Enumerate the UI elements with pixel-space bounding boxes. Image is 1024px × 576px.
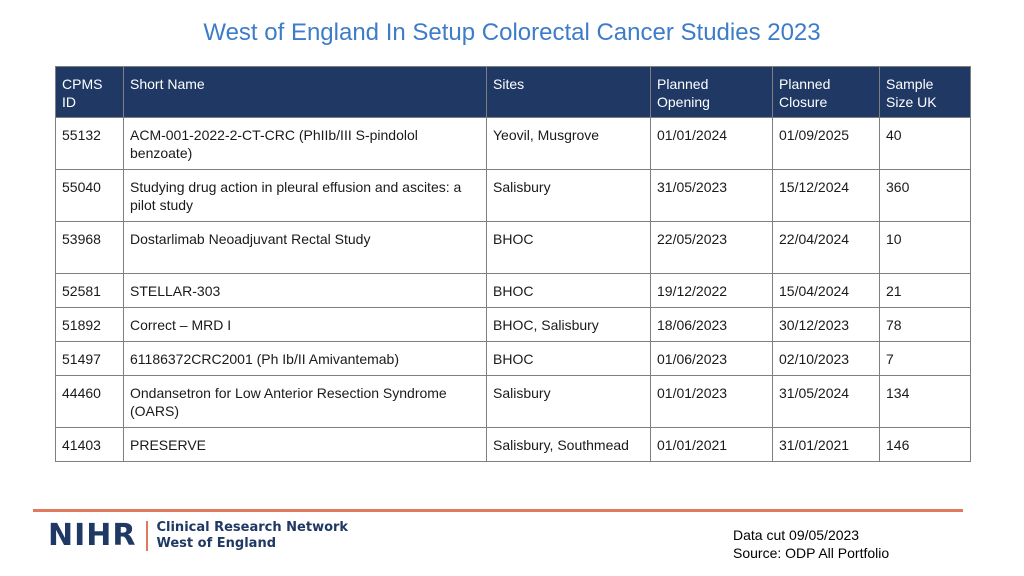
- cell-sites: BHOC: [487, 222, 651, 274]
- table-row: [56, 170, 971, 222]
- cell-cpms-id: 55132: [56, 118, 124, 170]
- cell-sites: Salisbury: [487, 170, 651, 222]
- table-row: [56, 428, 971, 462]
- page-title: West of England In Setup Colorectal Cancer Studies 2023: [203, 19, 821, 46]
- cell-planned-opening: 18/06/2023: [651, 308, 773, 342]
- cell-planned-opening: 01/01/2024: [651, 118, 773, 170]
- cell-sample-size: 78: [880, 308, 971, 342]
- cell-planned-opening: 01/01/2021: [651, 428, 773, 462]
- cell-short-name: PRESERVE: [124, 428, 487, 462]
- cell-sample-size: 134: [880, 376, 971, 428]
- cell-short-name: Correct – MRD I: [124, 308, 487, 342]
- cell-planned-closure: 02/10/2023: [773, 342, 880, 376]
- cell-planned-closure: 30/12/2023: [773, 308, 880, 342]
- cell-cpms-id: 51892: [56, 308, 124, 342]
- cell-planned-closure: 31/05/2024: [773, 376, 880, 428]
- cell-sample-size: 40: [880, 118, 971, 170]
- header-sites: Sites: [487, 67, 651, 118]
- studies-table: [55, 66, 971, 462]
- cell-cpms-id: 52581: [56, 274, 124, 308]
- data-source-note: [733, 526, 889, 562]
- header-sample-size: Sample Size UK: [880, 67, 971, 118]
- cell-sites: Salisbury, Southmead: [487, 428, 651, 462]
- footer-divider: [33, 509, 963, 512]
- cell-sample-size: 7: [880, 342, 971, 376]
- header-planned-opening: Planned Opening: [651, 67, 773, 118]
- cell-short-name: Dostarlimab Neoadjuvant Rectal Study: [124, 222, 487, 274]
- cell-planned-closure: 01/09/2025: [773, 118, 880, 170]
- cell-short-name: ACM-001-2022-2-CT-CRC (PhIIb/III S-pindolol benzoate): [124, 118, 487, 170]
- header-planned-closure: Planned Closure: [773, 67, 880, 118]
- header-cpms-id: CPMS ID: [56, 67, 124, 118]
- logo-text: [156, 520, 348, 552]
- data-source: Source: ODP All Portfolio: [733, 545, 890, 561]
- cell-planned-opening: 22/05/2023: [651, 222, 773, 274]
- cell-cpms-id: 53968: [56, 222, 124, 274]
- cell-planned-closure: 22/04/2024: [773, 222, 880, 274]
- cell-cpms-id: 41403: [56, 428, 124, 462]
- table-row: [56, 308, 971, 342]
- cell-sample-size: 146: [880, 428, 971, 462]
- nihr-logo: [48, 518, 348, 553]
- cell-cpms-id: 51497: [56, 342, 124, 376]
- cell-short-name: Ondansetron for Low Anterior Resection Syndrome (OARS): [124, 376, 487, 428]
- cell-planned-opening: 01/01/2023: [651, 376, 773, 428]
- table-row: [56, 342, 971, 376]
- logo-line-network: Clinical Research Network: [156, 519, 349, 535]
- cell-planned-opening: 01/06/2023: [651, 342, 773, 376]
- cell-short-name: Studying drug action in pleural effusion and ascites: a pilot study: [124, 170, 487, 222]
- table-header-row: [56, 67, 971, 118]
- cell-planned-closure: 15/12/2024: [773, 170, 880, 222]
- cell-planned-closure: 31/01/2021: [773, 428, 880, 462]
- cell-planned-closure: 15/04/2024: [773, 274, 880, 308]
- cell-sites: Salisbury: [487, 376, 651, 428]
- cell-short-name: STELLAR-303: [124, 274, 487, 308]
- table-row: [56, 376, 971, 428]
- table-row: [56, 274, 971, 308]
- logo-mark: NIHR: [48, 518, 137, 553]
- cell-sites: BHOC: [487, 342, 651, 376]
- cell-short-name: 61186372CRC2001 (Ph Ib/II Amivantemab): [124, 342, 487, 376]
- table-row: [56, 118, 971, 170]
- cell-sample-size: 10: [880, 222, 971, 274]
- cell-sites: BHOC, Salisbury: [487, 308, 651, 342]
- cell-sites: Yeovil, Musgrove: [487, 118, 651, 170]
- cell-planned-opening: 31/05/2023: [651, 170, 773, 222]
- cell-cpms-id: 44460: [56, 376, 124, 428]
- cell-cpms-id: 55040: [56, 170, 124, 222]
- logo-line-region: West of England: [156, 535, 276, 551]
- cell-sample-size: 21: [880, 274, 971, 308]
- logo-divider: [146, 521, 148, 551]
- header-short-name: Short Name: [124, 67, 487, 118]
- cell-sites: BHOC: [487, 274, 651, 308]
- cell-sample-size: 360: [880, 170, 971, 222]
- table-row: [56, 222, 971, 274]
- cell-planned-opening: 19/12/2022: [651, 274, 773, 308]
- data-cut-date: Data cut 09/05/2023: [733, 527, 860, 543]
